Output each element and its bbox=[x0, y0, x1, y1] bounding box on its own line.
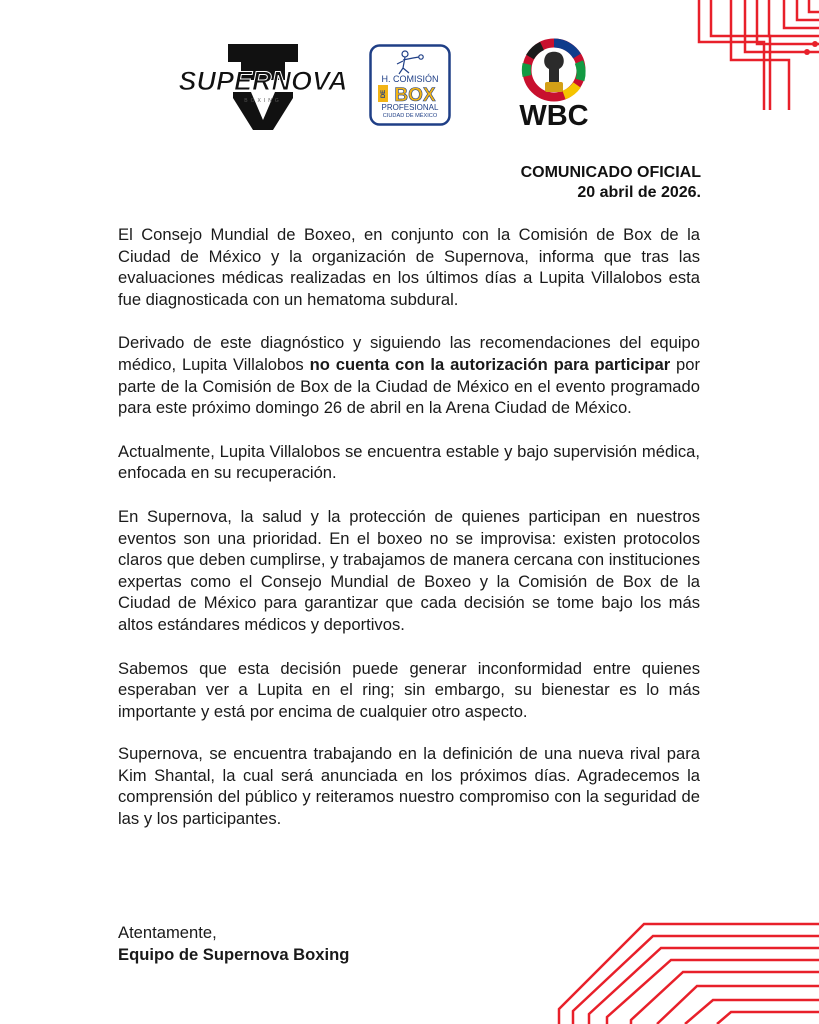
supernova-logo-subtext: BOXING bbox=[244, 98, 282, 104]
comision-de-box-logo bbox=[369, 44, 451, 126]
communique-date: 20 abril de 2026. bbox=[577, 184, 701, 201]
decorative-circuit-lines-bottom bbox=[449, 914, 819, 1024]
comision-profesional: PROFESIONAL bbox=[381, 103, 439, 112]
logo-bar bbox=[0, 38, 819, 138]
paragraph-6: Supernova, se encuentra trabajando en la definición de una nueva rival para Kim Shantal, la cual será anunciada en los próximos días. Agradecemos la comprensión del público y reiteramos nuestro compromiso con la seguridad de las y los participantes. bbox=[118, 744, 700, 829]
wbc-logo bbox=[509, 38, 599, 130]
paragraph-2-end: por parte de la Comisión de Box de la Ciudad de México en el evento programado para este próximo domingo 26 de abril en la Arena Ciudad de México. bbox=[118, 354, 701, 418]
supernova-logo-text: SUPERNOVA bbox=[178, 66, 348, 96]
communique-title: COMUNICADO OFICIAL bbox=[520, 164, 701, 181]
supernova-logo bbox=[178, 40, 348, 132]
wbc-text: WBC bbox=[519, 100, 589, 132]
closing-block bbox=[118, 922, 349, 966]
paragraph-1: El Consejo Mundial de Boxeo, en conjunto con la Comisión de Box de la Ciudad de México y la organización de Supernova, informa que tras las evaluaciones médicas realizadas en los últimos días a Lupita Villalobos esta fue diagnosticada con un hematoma subdural. bbox=[118, 225, 700, 309]
communique-header bbox=[521, 163, 701, 203]
paragraph-2-start: Derivado de este diagnóstico y siguiendo las recomendaciones del equipo médico, Lupita Villalobos bbox=[118, 333, 700, 374]
paragraph-2-emphasis: no cuenta con la autorización para participar bbox=[309, 354, 671, 374]
paragraph-3: Actualmente, Lupita Villalobos se encuentra estable y bajo supervisión médica, enfocada en su recuperación. bbox=[118, 441, 700, 483]
comision-title: H. COMISIÓN bbox=[381, 74, 439, 84]
comision-de: DE bbox=[381, 89, 387, 99]
communique-body bbox=[118, 224, 700, 852]
paragraph-5: Sabemos que esta decisión puede generar inconformidad entre quienes esperaban ver a Lupita en el ring; sin embargo, su bienestar es lo más importante y está por encima de cualquier otro aspecto. bbox=[118, 658, 700, 721]
wbc-flag-ring-icon bbox=[526, 43, 581, 97]
comision-ciudad: CIUDAD DE MÉXICO bbox=[382, 113, 438, 119]
paragraph-2 bbox=[118, 332, 700, 418]
signature: Equipo de Supernova Boxing bbox=[118, 945, 350, 964]
paragraph-4: En Supernova, la salud y la protección de quienes participan en nuestros eventos son una prioridad. En el boxeo no se improvisa: existen protocolos claros que deben cumplirse, y trabajamos de manera cercana con instituciones expertas como el Consejo Mundial de Boxeo y la Comisión de Box de la Ciudad de México para garantizar que cada decisión se tome bajo los más altos estándares médicos y deportivos. bbox=[118, 506, 701, 634]
salutation: Atentamente, bbox=[118, 923, 217, 942]
comision-box: BOX bbox=[394, 85, 436, 106]
